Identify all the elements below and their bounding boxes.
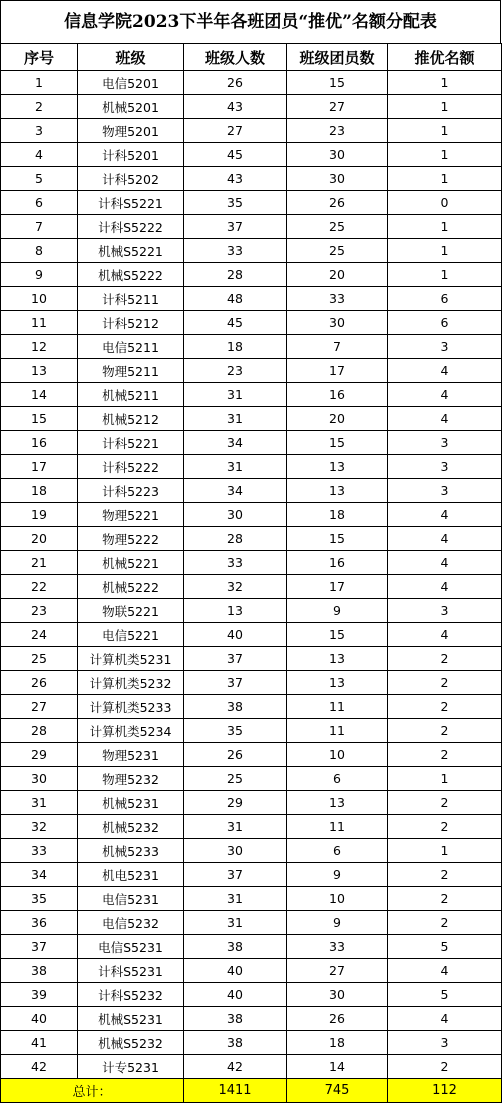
quota-cell: 2: [388, 911, 502, 935]
header-index: 序号: [1, 44, 78, 71]
quota-cell: 1: [388, 839, 502, 863]
class-name-cell: 机械S5222: [78, 263, 184, 287]
class-size-cell: 32: [184, 575, 287, 599]
class-size-cell: 28: [184, 263, 287, 287]
class-name-cell: 计科5202: [78, 167, 184, 191]
row-index-cell: 41: [1, 1031, 78, 1055]
class-name-cell: 计科5201: [78, 143, 184, 167]
quota-cell: 1: [388, 215, 502, 239]
class-size-cell: 33: [184, 239, 287, 263]
quota-cell: 5: [388, 935, 502, 959]
class-size-cell: 13: [184, 599, 287, 623]
class-size-cell: 35: [184, 191, 287, 215]
class-name-cell: 计科5222: [78, 455, 184, 479]
member-count-cell: 33: [287, 935, 388, 959]
member-count-cell: 16: [287, 551, 388, 575]
header-class: 班级: [78, 44, 184, 71]
class-size-cell: 40: [184, 959, 287, 983]
class-name-cell: 机械S5232: [78, 1031, 184, 1055]
class-name-cell: 机械5201: [78, 95, 184, 119]
table-row: [1, 791, 502, 815]
quota-cell: 2: [388, 863, 502, 887]
quota-cell: 2: [388, 887, 502, 911]
quota-cell: 0: [388, 191, 502, 215]
class-name-cell: 物理5201: [78, 119, 184, 143]
member-count-cell: 7: [287, 335, 388, 359]
class-size-cell: 34: [184, 479, 287, 503]
member-count-cell: 25: [287, 239, 388, 263]
quota-cell: 3: [388, 431, 502, 455]
quota-cell: 3: [388, 455, 502, 479]
table-row: [1, 479, 502, 503]
table-row: [1, 887, 502, 911]
member-count-cell: 25: [287, 215, 388, 239]
table-row: [1, 191, 502, 215]
class-size-cell: 37: [184, 647, 287, 671]
class-size-cell: 37: [184, 215, 287, 239]
member-count-cell: 9: [287, 911, 388, 935]
quota-cell: 2: [388, 647, 502, 671]
class-size-cell: 34: [184, 431, 287, 455]
quota-cell: 3: [388, 335, 502, 359]
table-row: [1, 863, 502, 887]
class-size-cell: 38: [184, 695, 287, 719]
class-size-cell: 31: [184, 407, 287, 431]
member-count-cell: 6: [287, 767, 388, 791]
class-name-cell: 计算机类5233: [78, 695, 184, 719]
row-index-cell: 29: [1, 743, 78, 767]
class-size-cell: 31: [184, 815, 287, 839]
row-index-cell: 34: [1, 863, 78, 887]
class-name-cell: 物联5221: [78, 599, 184, 623]
quota-cell: 3: [388, 1031, 502, 1055]
class-name-cell: 机械5233: [78, 839, 184, 863]
row-index-cell: 17: [1, 455, 78, 479]
row-index-cell: 15: [1, 407, 78, 431]
member-count-cell: 14: [287, 1055, 388, 1079]
member-count-cell: 16: [287, 383, 388, 407]
member-count-cell: 18: [287, 503, 388, 527]
row-index-cell: 6: [1, 191, 78, 215]
class-size-cell: 42: [184, 1055, 287, 1079]
member-count-cell: 15: [287, 71, 388, 95]
class-name-cell: 物理5231: [78, 743, 184, 767]
row-index-cell: 27: [1, 695, 78, 719]
member-count-cell: 26: [287, 1007, 388, 1031]
class-name-cell: 机械S5231: [78, 1007, 184, 1031]
row-index-cell: 38: [1, 959, 78, 983]
member-count-cell: 18: [287, 1031, 388, 1055]
member-count-cell: 26: [287, 191, 388, 215]
class-name-cell: 物理5232: [78, 767, 184, 791]
table-row: [1, 215, 502, 239]
class-size-cell: 40: [184, 983, 287, 1007]
class-name-cell: 电信5221: [78, 623, 184, 647]
class-name-cell: 计科5212: [78, 311, 184, 335]
class-name-cell: 计算机类5234: [78, 719, 184, 743]
table-row: [1, 1007, 502, 1031]
row-index-cell: 19: [1, 503, 78, 527]
table-row: [1, 1055, 502, 1079]
quota-cell: 2: [388, 815, 502, 839]
table-row: [1, 767, 502, 791]
class-name-cell: 计科5223: [78, 479, 184, 503]
class-size-cell: 31: [184, 383, 287, 407]
class-name-cell: 机械5222: [78, 575, 184, 599]
quota-cell: 4: [388, 575, 502, 599]
class-name-cell: 物理5221: [78, 503, 184, 527]
row-index-cell: 40: [1, 1007, 78, 1031]
row-index-cell: 11: [1, 311, 78, 335]
member-count-cell: 30: [287, 311, 388, 335]
table-row: [1, 575, 502, 599]
header-row: [1, 44, 502, 71]
class-name-cell: 计科5221: [78, 431, 184, 455]
class-size-cell: 30: [184, 839, 287, 863]
table-row: [1, 959, 502, 983]
total-label: 总计：: [1, 1079, 184, 1103]
class-name-cell: 机电5231: [78, 863, 184, 887]
table-row: [1, 71, 502, 95]
table-row: [1, 287, 502, 311]
member-count-cell: 20: [287, 407, 388, 431]
member-count-cell: 13: [287, 671, 388, 695]
class-size-cell: 38: [184, 935, 287, 959]
header-class-size: 班级人数: [184, 44, 287, 71]
row-index-cell: 25: [1, 647, 78, 671]
class-name-cell: 计算机类5232: [78, 671, 184, 695]
class-name-cell: 物理5211: [78, 359, 184, 383]
quota-cell: 4: [388, 527, 502, 551]
quota-cell: 4: [388, 623, 502, 647]
class-name-cell: 电信5211: [78, 335, 184, 359]
quota-table: [0, 43, 502, 1103]
table-row: [1, 695, 502, 719]
member-count-cell: 11: [287, 719, 388, 743]
row-index-cell: 42: [1, 1055, 78, 1079]
table-row: [1, 263, 502, 287]
row-index-cell: 16: [1, 431, 78, 455]
member-count-cell: 13: [287, 479, 388, 503]
row-index-cell: 7: [1, 215, 78, 239]
row-index-cell: 1: [1, 71, 78, 95]
table-row: [1, 671, 502, 695]
table-row: [1, 815, 502, 839]
row-index-cell: 12: [1, 335, 78, 359]
member-count-cell: 30: [287, 167, 388, 191]
quota-cell: 2: [388, 1055, 502, 1079]
class-name-cell: 机械5221: [78, 551, 184, 575]
class-size-cell: 23: [184, 359, 287, 383]
member-count-cell: 9: [287, 863, 388, 887]
class-size-cell: 26: [184, 743, 287, 767]
class-name-cell: 电信S5231: [78, 935, 184, 959]
table-row: [1, 119, 502, 143]
row-index-cell: 13: [1, 359, 78, 383]
member-count-cell: 15: [287, 527, 388, 551]
quota-cell: 2: [388, 671, 502, 695]
class-size-cell: 29: [184, 791, 287, 815]
quota-cell: 4: [388, 959, 502, 983]
total-members: 745: [287, 1079, 388, 1103]
table-row: [1, 623, 502, 647]
row-index-cell: 39: [1, 983, 78, 1007]
class-size-cell: 37: [184, 863, 287, 887]
class-name-cell: 计算机类5231: [78, 647, 184, 671]
row-index-cell: 10: [1, 287, 78, 311]
class-size-cell: 43: [184, 167, 287, 191]
total-students: 1411: [184, 1079, 287, 1103]
quota-cell: 6: [388, 311, 502, 335]
class-size-cell: 31: [184, 455, 287, 479]
class-name-cell: 计专5231: [78, 1055, 184, 1079]
member-count-cell: 30: [287, 983, 388, 1007]
class-name-cell: 机械5231: [78, 791, 184, 815]
class-size-cell: 30: [184, 503, 287, 527]
quota-cell: 3: [388, 479, 502, 503]
class-name-cell: 计科S5222: [78, 215, 184, 239]
class-name-cell: 计科5211: [78, 287, 184, 311]
table-row: [1, 455, 502, 479]
table-row: [1, 239, 502, 263]
quota-cell: 4: [388, 359, 502, 383]
table-row: [1, 359, 502, 383]
quota-cell: 5: [388, 983, 502, 1007]
table-row: [1, 647, 502, 671]
class-size-cell: 18: [184, 335, 287, 359]
class-name-cell: 电信5201: [78, 71, 184, 95]
header-quota: 推优名额: [388, 44, 502, 71]
table-row: [1, 743, 502, 767]
row-index-cell: 2: [1, 95, 78, 119]
quota-cell: 2: [388, 695, 502, 719]
class-name-cell: 机械5212: [78, 407, 184, 431]
class-size-cell: 31: [184, 911, 287, 935]
row-index-cell: 30: [1, 767, 78, 791]
class-size-cell: 37: [184, 671, 287, 695]
table-row: [1, 911, 502, 935]
table-row: [1, 311, 502, 335]
member-count-cell: 13: [287, 647, 388, 671]
class-size-cell: 43: [184, 95, 287, 119]
class-size-cell: 28: [184, 527, 287, 551]
quota-cell: 1: [388, 263, 502, 287]
quota-cell: 4: [388, 551, 502, 575]
row-index-cell: 28: [1, 719, 78, 743]
row-index-cell: 36: [1, 911, 78, 935]
member-count-cell: 11: [287, 815, 388, 839]
row-index-cell: 35: [1, 887, 78, 911]
total-quota: 112: [388, 1079, 502, 1103]
member-count-cell: 15: [287, 623, 388, 647]
member-count-cell: 9: [287, 599, 388, 623]
row-index-cell: 32: [1, 815, 78, 839]
class-size-cell: 38: [184, 1031, 287, 1055]
table-row: [1, 95, 502, 119]
class-size-cell: 45: [184, 143, 287, 167]
quota-cell: 2: [388, 719, 502, 743]
member-count-cell: 17: [287, 575, 388, 599]
member-count-cell: 6: [287, 839, 388, 863]
quota-cell: 2: [388, 743, 502, 767]
member-count-cell: 33: [287, 287, 388, 311]
row-index-cell: 18: [1, 479, 78, 503]
row-index-cell: 4: [1, 143, 78, 167]
quota-cell: 1: [388, 95, 502, 119]
class-size-cell: 48: [184, 287, 287, 311]
table-row: [1, 719, 502, 743]
member-count-cell: 10: [287, 887, 388, 911]
member-count-cell: 15: [287, 431, 388, 455]
class-name-cell: 计科S5232: [78, 983, 184, 1007]
class-name-cell: 计科S5221: [78, 191, 184, 215]
quota-cell: 4: [388, 407, 502, 431]
class-size-cell: 25: [184, 767, 287, 791]
class-size-cell: 40: [184, 623, 287, 647]
class-size-cell: 45: [184, 311, 287, 335]
class-size-cell: 38: [184, 1007, 287, 1031]
row-index-cell: 31: [1, 791, 78, 815]
sheet-title: 信息学院2023下半年各班团员“推优”名额分配表: [0, 0, 501, 43]
member-count-cell: 27: [287, 95, 388, 119]
row-index-cell: 9: [1, 263, 78, 287]
quota-cell: 1: [388, 767, 502, 791]
row-index-cell: 3: [1, 119, 78, 143]
row-index-cell: 20: [1, 527, 78, 551]
row-index-cell: 33: [1, 839, 78, 863]
table-row: [1, 167, 502, 191]
class-name-cell: 机械5211: [78, 383, 184, 407]
table-row: [1, 383, 502, 407]
class-name-cell: 电信5232: [78, 911, 184, 935]
table-row: [1, 935, 502, 959]
row-index-cell: 26: [1, 671, 78, 695]
table-row: [1, 983, 502, 1007]
class-name-cell: 计科S5231: [78, 959, 184, 983]
member-count-cell: 30: [287, 143, 388, 167]
class-size-cell: 31: [184, 887, 287, 911]
table-row: [1, 551, 502, 575]
member-count-cell: 23: [287, 119, 388, 143]
quota-cell: 3: [388, 599, 502, 623]
row-index-cell: 21: [1, 551, 78, 575]
table-row: [1, 431, 502, 455]
quota-cell: 4: [388, 503, 502, 527]
header-member-count: 班级团员数: [287, 44, 388, 71]
class-size-cell: 33: [184, 551, 287, 575]
table-row: [1, 503, 502, 527]
row-index-cell: 22: [1, 575, 78, 599]
member-count-cell: 20: [287, 263, 388, 287]
table-row: [1, 599, 502, 623]
quota-cell: 1: [388, 239, 502, 263]
table-row: [1, 1031, 502, 1055]
member-count-cell: 27: [287, 959, 388, 983]
member-count-cell: 13: [287, 791, 388, 815]
member-count-cell: 10: [287, 743, 388, 767]
quota-cell: 1: [388, 167, 502, 191]
class-size-cell: 26: [184, 71, 287, 95]
row-index-cell: 8: [1, 239, 78, 263]
class-name-cell: 机械5232: [78, 815, 184, 839]
quota-cell: 1: [388, 119, 502, 143]
class-size-cell: 35: [184, 719, 287, 743]
table-row: [1, 839, 502, 863]
quota-cell: 1: [388, 143, 502, 167]
table-row: [1, 527, 502, 551]
row-index-cell: 24: [1, 623, 78, 647]
member-count-cell: 11: [287, 695, 388, 719]
total-row: [1, 1079, 502, 1103]
class-name-cell: 电信5231: [78, 887, 184, 911]
quota-cell: 2: [388, 791, 502, 815]
class-name-cell: 机械S5221: [78, 239, 184, 263]
table-row: [1, 335, 502, 359]
quota-cell: 4: [388, 1007, 502, 1031]
row-index-cell: 37: [1, 935, 78, 959]
row-index-cell: 14: [1, 383, 78, 407]
quota-cell: 6: [388, 287, 502, 311]
member-count-cell: 17: [287, 359, 388, 383]
table-row: [1, 143, 502, 167]
class-name-cell: 物理5222: [78, 527, 184, 551]
member-count-cell: 13: [287, 455, 388, 479]
class-size-cell: 27: [184, 119, 287, 143]
row-index-cell: 23: [1, 599, 78, 623]
table-row: [1, 407, 502, 431]
quota-cell: 4: [388, 383, 502, 407]
row-index-cell: 5: [1, 167, 78, 191]
quota-cell: 1: [388, 71, 502, 95]
